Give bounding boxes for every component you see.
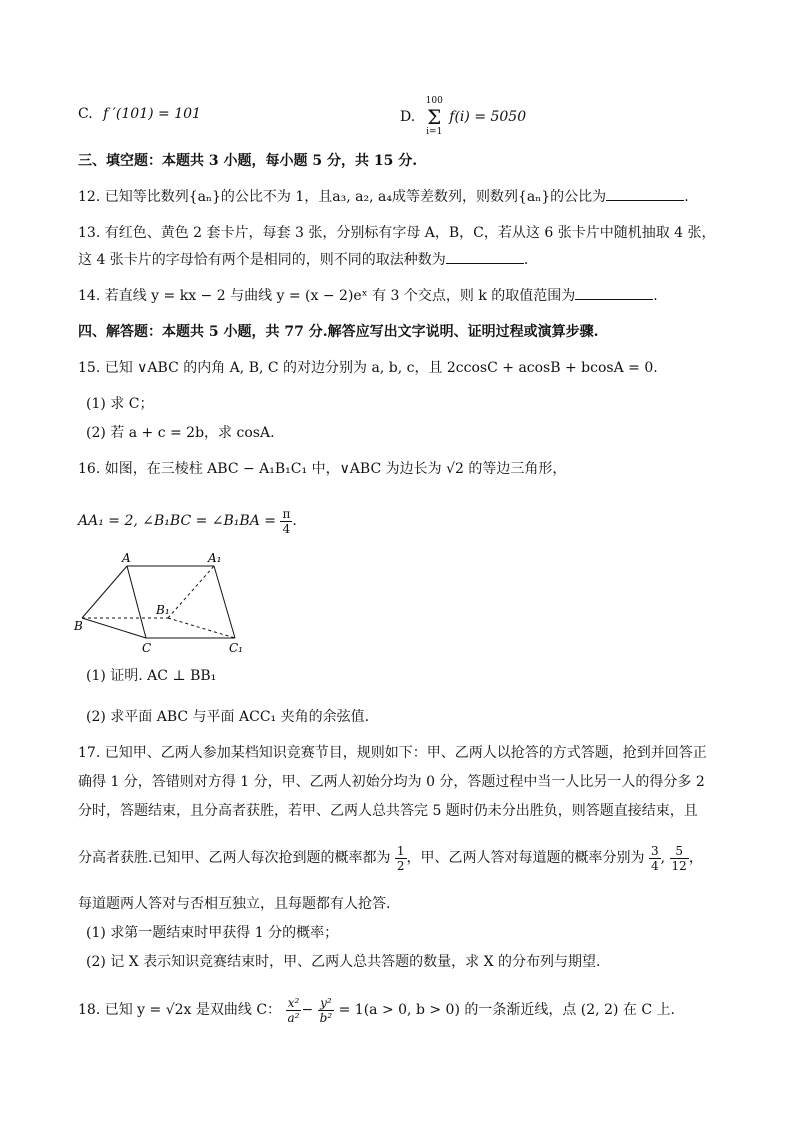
sum-lower-limit: i=1 bbox=[426, 127, 443, 137]
edge-a-c bbox=[127, 566, 146, 638]
fraction-numerator: π bbox=[282, 506, 291, 521]
question-16-condition bbox=[78, 506, 297, 536]
section-title-solve: 四、解答题：本题共 5 小题，共 77 分.解答应写出文字说明、证明过程或演算步骤. bbox=[78, 324, 599, 340]
condition-text: AA₁ = 2, ∠B₁BC = ∠B₁BA = bbox=[78, 513, 277, 529]
fraction-pi-over-4 bbox=[280, 507, 292, 536]
prism-figure bbox=[72, 548, 252, 660]
question-17-part-1: (1) 求第一题结束时甲获得 1 分的概率； bbox=[86, 925, 339, 941]
fraction-denominator: 2 bbox=[396, 858, 405, 873]
fraction-denominator: 12 bbox=[671, 858, 687, 873]
sum-upper-limit: 100 bbox=[425, 96, 443, 106]
question-17-part-2: (2) 记 X 表示知识竞赛结束时，甲、乙两人总共答题的数量，求 X 的分布列与期望. bbox=[86, 954, 601, 970]
question-14-end: . bbox=[653, 288, 658, 304]
fraction-denominator: a² bbox=[287, 1010, 300, 1025]
edge-a-b bbox=[82, 566, 127, 618]
question-16-part-2: (2) 求平面 ABC 与平面 ACC₁ 夹角的余弦值. bbox=[86, 709, 370, 725]
answer-blank bbox=[606, 188, 684, 201]
fraction-denominator: 4 bbox=[651, 858, 659, 873]
line-4-text-a: 分高者获胜.已知甲、乙两人每次抢到题的概率都为 bbox=[78, 850, 391, 866]
vertex-label-c: C bbox=[142, 641, 152, 655]
question-13-text: 这 4 张卡片的字母恰有两个是相同的，则不同的取法种数为 bbox=[78, 252, 446, 268]
option-d-expression: f(i) = 5050 bbox=[449, 109, 527, 125]
question-17-line-4 bbox=[78, 842, 703, 874]
fraction-y2-over-b2 bbox=[318, 996, 335, 1025]
fraction-denominator: 4 bbox=[282, 521, 291, 536]
question-16-stem bbox=[78, 459, 566, 479]
fraction-numerator: y² bbox=[318, 996, 335, 1011]
question-12 bbox=[78, 187, 689, 207]
edge-b1-a1 bbox=[168, 566, 214, 618]
question-15-stem: 15. 已知 ∨ABC 的内角 A, B, C 的对边分别为 a, b, c，且 2ccosC + acosB + bcosA = 0. bbox=[78, 360, 658, 376]
question-14-text: 14. 若直线 y = kx − 2 与曲线 y = (x − 2)eˣ 有 3 个交点，则 k 的取值范围为 bbox=[78, 288, 576, 304]
question-17-line-2: 确得 1 分，答错则对方得 1 分，甲、乙两人初始分均为 0 分，答题过程中当一人比另一人的得分多 2 bbox=[78, 774, 705, 790]
vertex-label-b: B bbox=[74, 619, 83, 633]
vertex-label-a1: A₁ bbox=[208, 551, 222, 565]
fraction-five-twelfths bbox=[670, 844, 689, 873]
question-15-part-1: (1) 求 C； bbox=[86, 396, 154, 412]
question-12-text: 12. 已知等比数列{aₙ}的公比不为 1，且a₃, a₂, a₄成等差数列，则数列{aₙ}的公比为 bbox=[78, 189, 607, 205]
vertex-label-c1: C₁ bbox=[229, 641, 243, 655]
question-13-line-2 bbox=[78, 250, 528, 270]
edge-b-c bbox=[82, 618, 146, 638]
fraction-three-quarters bbox=[649, 844, 661, 873]
fraction-denominator: b² bbox=[319, 1010, 333, 1025]
fraction-numerator: x² bbox=[286, 996, 302, 1011]
section-title-fill-in: 三、填空题：本题共 3 小题，每小题 5 分，共 15 分. bbox=[78, 153, 418, 169]
option-c-label: C. bbox=[78, 106, 93, 122]
line-4-text-b: ，甲、乙两人答对每道题的概率分别为 bbox=[406, 850, 645, 866]
question-16-stem-b: 的等边三角形， bbox=[468, 461, 567, 477]
option-d-label: D. bbox=[400, 109, 416, 125]
edge-b1-c1 bbox=[168, 618, 235, 638]
edge-a1-c1 bbox=[214, 566, 235, 638]
question-12-end: . bbox=[684, 189, 689, 205]
answer-blank bbox=[575, 287, 653, 300]
option-c bbox=[78, 104, 201, 124]
question-18 bbox=[78, 993, 675, 1027]
question-18-text-b: = 1(a > 0, b > 0) 的一条渐近线，点 (2, 2) 在 C 上. bbox=[338, 1002, 675, 1018]
question-18-text-a: 18. 已知 y = √2x 是双曲线 C： bbox=[78, 1002, 282, 1018]
fraction-numerator: 5 bbox=[670, 844, 689, 859]
fraction-one-half bbox=[395, 844, 407, 873]
minus-sign: − bbox=[301, 1002, 314, 1018]
fraction-numerator: 1 bbox=[396, 843, 405, 858]
question-13-end: . bbox=[523, 252, 529, 268]
vertex-label-b1: B₁ bbox=[156, 603, 170, 617]
question-17-line-3: 分时，答题结束，且分高者获胜，若甲、乙两人总共答完 5 题时仍未分出胜负，则答题直接结束，且 bbox=[78, 803, 698, 819]
option-c-expression: f ′(101) = 101 bbox=[103, 106, 201, 122]
question-17-line-5: 每道题两人答对与否相互独立，且每题都有人抢答. bbox=[78, 896, 391, 912]
option-d bbox=[400, 96, 526, 138]
question-17-line-1: 17. 已知甲、乙两人参加某档知识竞赛节目，规则如下：甲、乙两人以抢答的方式答题，抢到并回答正 bbox=[78, 745, 707, 761]
vertex-label-a: A bbox=[122, 551, 131, 565]
condition-end: . bbox=[292, 513, 297, 529]
line-4-end: ， bbox=[688, 850, 703, 866]
summation-symbol: 100 Σ i=1 bbox=[425, 96, 443, 137]
question-16-stem-a: 16. 如图，在三棱柱 ABC − A₁B₁C₁ 中，∨ABC 为边长为 bbox=[78, 461, 442, 477]
question-16-part-1: (1) 证明. AC ⊥ BB₁ bbox=[86, 668, 217, 684]
question-13-line-1: 13. 有红色、黄色 2 套卡片，每套 3 张，分别标有字母 A，B，C，若从这 6 张卡片中随机抽取 4 张， bbox=[78, 225, 716, 241]
fraction-numerator: 3 bbox=[651, 843, 659, 858]
fraction-x2-over-a2 bbox=[286, 996, 302, 1025]
fraction-separator: , bbox=[660, 850, 666, 866]
question-15-part-2: (2) 若 a + c = 2b，求 cosA. bbox=[86, 425, 275, 441]
question-14 bbox=[78, 286, 658, 306]
sqrt-two: √2 bbox=[446, 461, 464, 477]
answer-blank bbox=[446, 251, 524, 264]
